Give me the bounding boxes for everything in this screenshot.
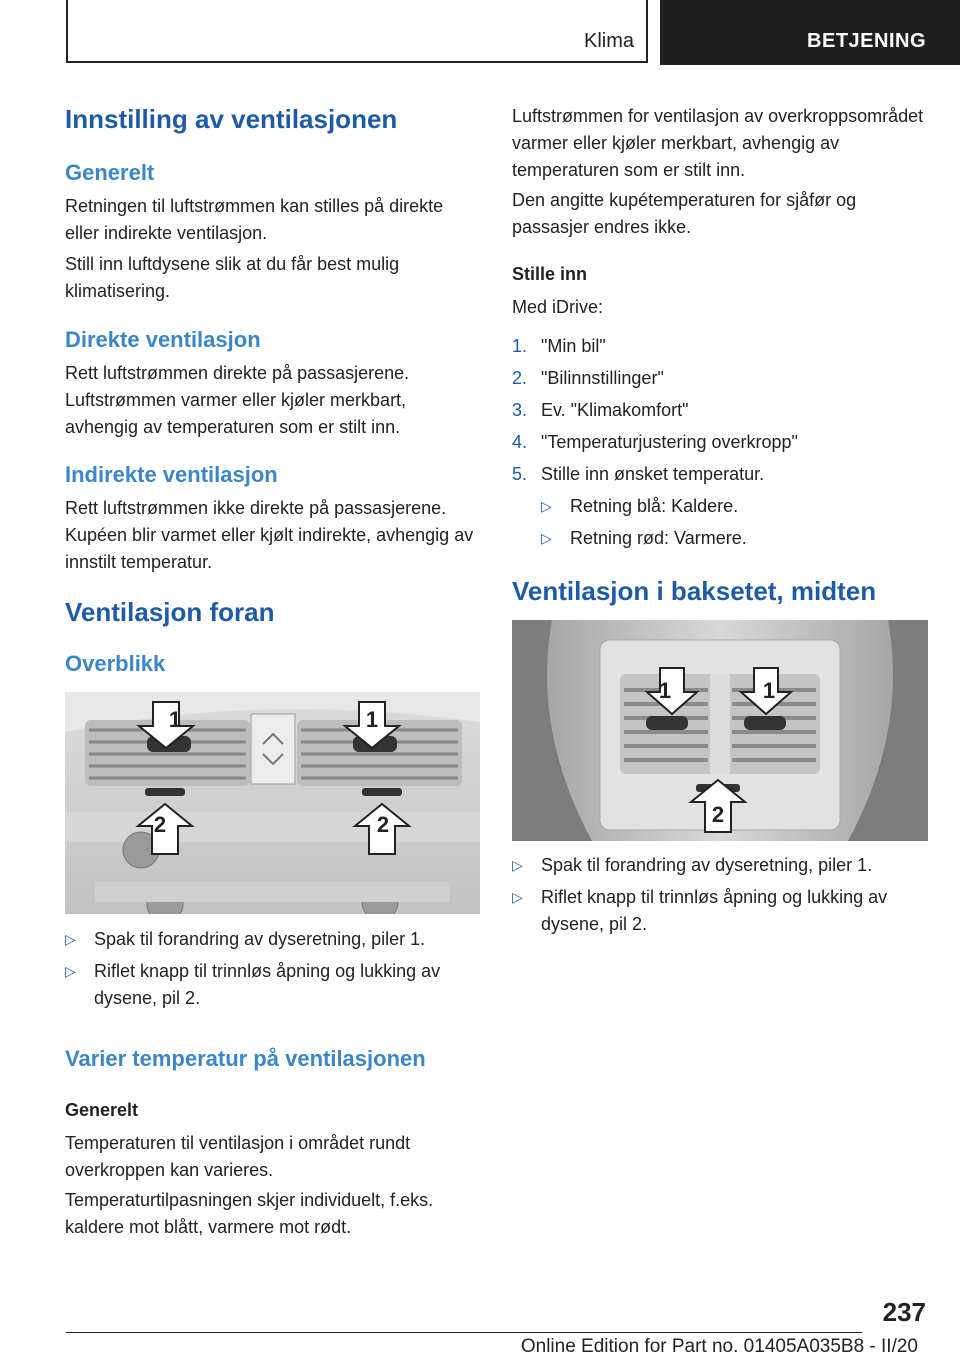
header-section: Klima	[583, 30, 634, 52]
vary-heading: Varier temperatur på ventilasjonen	[65, 1046, 426, 1071]
rear-label-2: 2	[711, 802, 725, 827]
direct-heading: Direkte ventilasjon	[65, 327, 261, 352]
triangle-bullet-icon: ▷	[512, 889, 523, 905]
page-title: Innstilling av ventilasjonen	[65, 104, 398, 134]
header-frame	[66, 0, 648, 63]
rear-label-1b: 1	[762, 678, 776, 703]
general-heading: Generelt	[65, 160, 155, 185]
header-chapter: BETJENING	[660, 0, 960, 65]
footer-rule	[66, 1332, 862, 1333]
idrive-text: Med iDrive:	[512, 297, 604, 317]
rear-label-1a: 1	[658, 678, 672, 703]
direct-text: Rett luftstrømmen direkte på passasjerene. Luftstrømmen varmer eller kjøler merkbart, avhengig av temperaturen som er stilt inn.	[65, 363, 410, 437]
front-heading: Ventilasjon foran	[65, 597, 275, 627]
cabin-temp-text: Den angitte kupétemperaturen for sjåfør og passasjer endres ikke.	[512, 190, 857, 237]
page-number: 237	[882, 1297, 926, 1327]
rear-vent-figure	[512, 620, 928, 841]
general-text-2: Still inn luftdysene slik at du får best mulig klimatisering.	[65, 254, 400, 301]
triangle-bullet-icon: ▷	[65, 931, 76, 947]
vary-subheading: Generelt	[65, 1100, 139, 1120]
front-vent-figure	[65, 692, 480, 914]
indirect-heading: Indirekte ventilasjon	[65, 462, 278, 487]
vary-text-2: Temperaturtilpasningen skjer individuelt, f.eks. kaldere mot blått, varmere mot rødt.	[65, 1190, 434, 1237]
triangle-bullet-icon: ▷	[65, 963, 76, 979]
triangle-bullet-icon: ▷	[541, 498, 552, 514]
front-label-2a: 2	[153, 812, 167, 837]
overview-heading: Overblikk	[65, 651, 166, 676]
edition-text: Online Edition for Part no. 01405A035B8 - II/20	[520, 1336, 918, 1357]
front-label-1b: 1	[365, 707, 379, 732]
general-text-1: Retningen til luftstrømmen kan stilles på direkte eller indirekte ventilasjon.	[65, 196, 444, 243]
triangle-bullet-icon: ▷	[512, 857, 523, 873]
triangle-bullet-icon: ▷	[541, 530, 552, 546]
overkropp-text: Luftstrømmen for ventilasjon av overkroppsområdet varmer eller kjøler merkbart, avhengig av temperaturen som er stilt inn.	[512, 106, 924, 180]
front-label-2b: 2	[376, 812, 390, 837]
vary-text-1: Temperaturen til ventilasjon i området rundt overkroppen kan varieres.	[65, 1133, 411, 1180]
front-label-1a: 1	[168, 707, 182, 732]
rear-heading: Ventilasjon i baksetet, midten	[512, 576, 877, 606]
set-heading: Stille inn	[512, 264, 588, 284]
indirect-text: Rett luftstrømmen ikke direkte på passasjerene. Kupéen blir varmet eller kjølt indirekte, avhengig av innstilt temperatur.	[65, 498, 474, 572]
